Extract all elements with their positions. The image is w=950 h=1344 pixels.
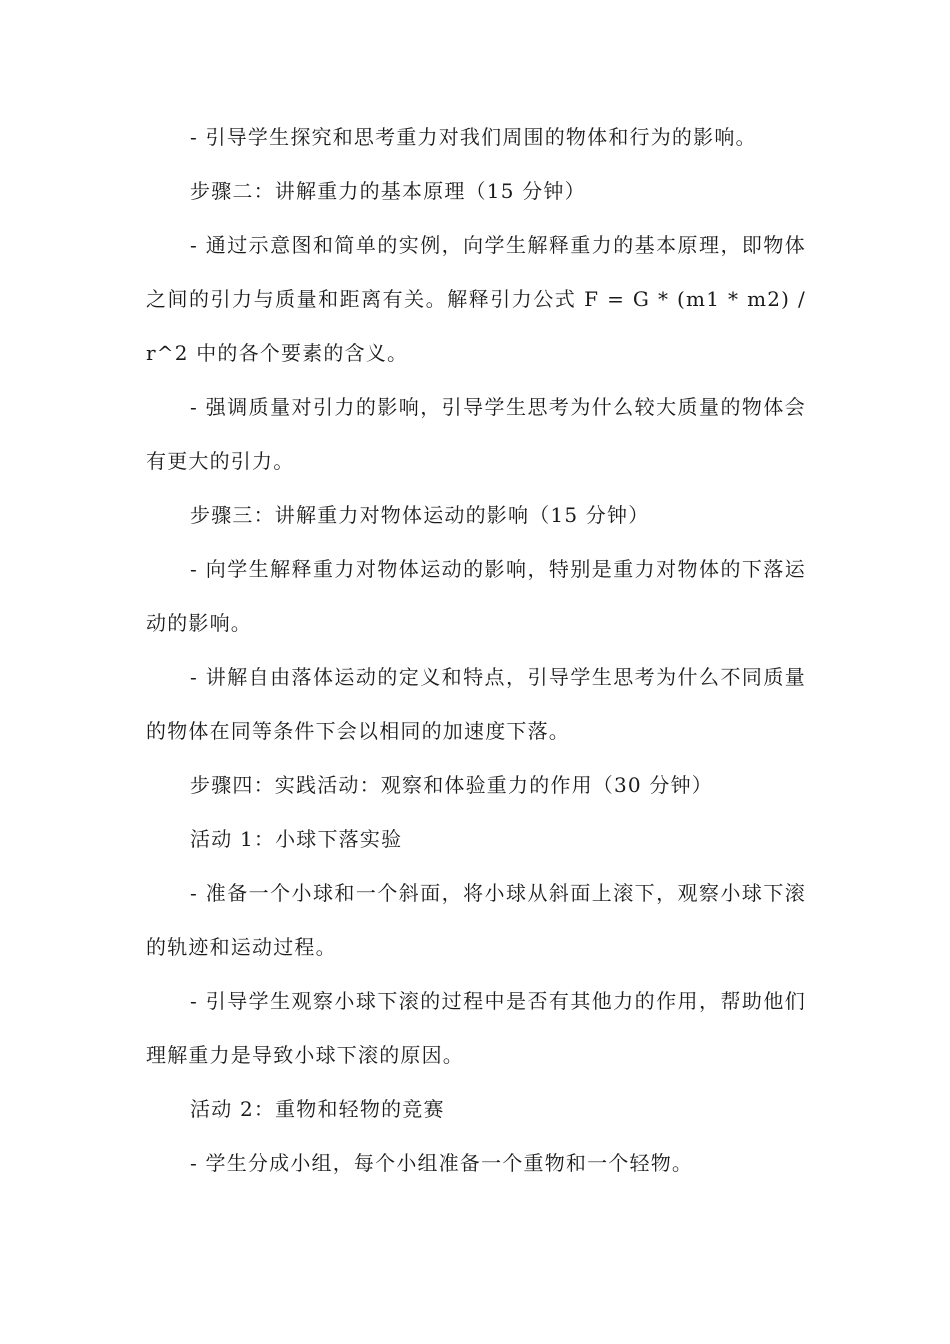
section-heading: 步骤四：实践活动：观察和体验重力的作用（30 分钟） <box>190 773 714 797</box>
document-body <box>146 110 806 1190</box>
paragraph: - 强调质量对引力的影响，引导学生思考为什么较大质量的物体会有更大的引力。 <box>146 395 806 473</box>
activity-heading: 活动 2：重物和轻物的竞赛 <box>190 1097 445 1121</box>
paragraph: - 准备一个小球和一个斜面，将小球从斜面上滚下，观察小球下滚的轨迹和运动过程。 <box>146 881 806 959</box>
paragraph: - 学生分成小组，每个小组准备一个重物和一个轻物。 <box>190 1151 694 1175</box>
section-heading: 步骤二：讲解重力的基本原理（15 分钟） <box>190 179 586 203</box>
paragraph: - 向学生解释重力对物体运动的影响，特别是重力对物体的下落运动的影响。 <box>146 557 806 635</box>
paragraph: - 讲解自由落体运动的定义和特点，引导学生思考为什么不同质量的物体在同等条件下会以相同的加速度下落。 <box>146 665 806 743</box>
paragraph: - 引导学生观察小球下滚的过程中是否有其他力的作用，帮助他们理解重力是导致小球下滚的原因。 <box>146 989 806 1067</box>
paragraph: - 引导学生探究和思考重力对我们周围的物体和行为的影响。 <box>190 125 757 149</box>
paragraph: - 通过示意图和简单的实例，向学生解释重力的基本原理，即物体之间的引力与质量和距离有关。解释引力公式 F = G * (m1 * m2) / r^2 中的各个要素的含义。 <box>146 233 806 365</box>
activity-heading: 活动 1：小球下落实验 <box>190 827 403 851</box>
section-heading: 步骤三：讲解重力对物体运动的影响（15 分钟） <box>190 503 650 527</box>
